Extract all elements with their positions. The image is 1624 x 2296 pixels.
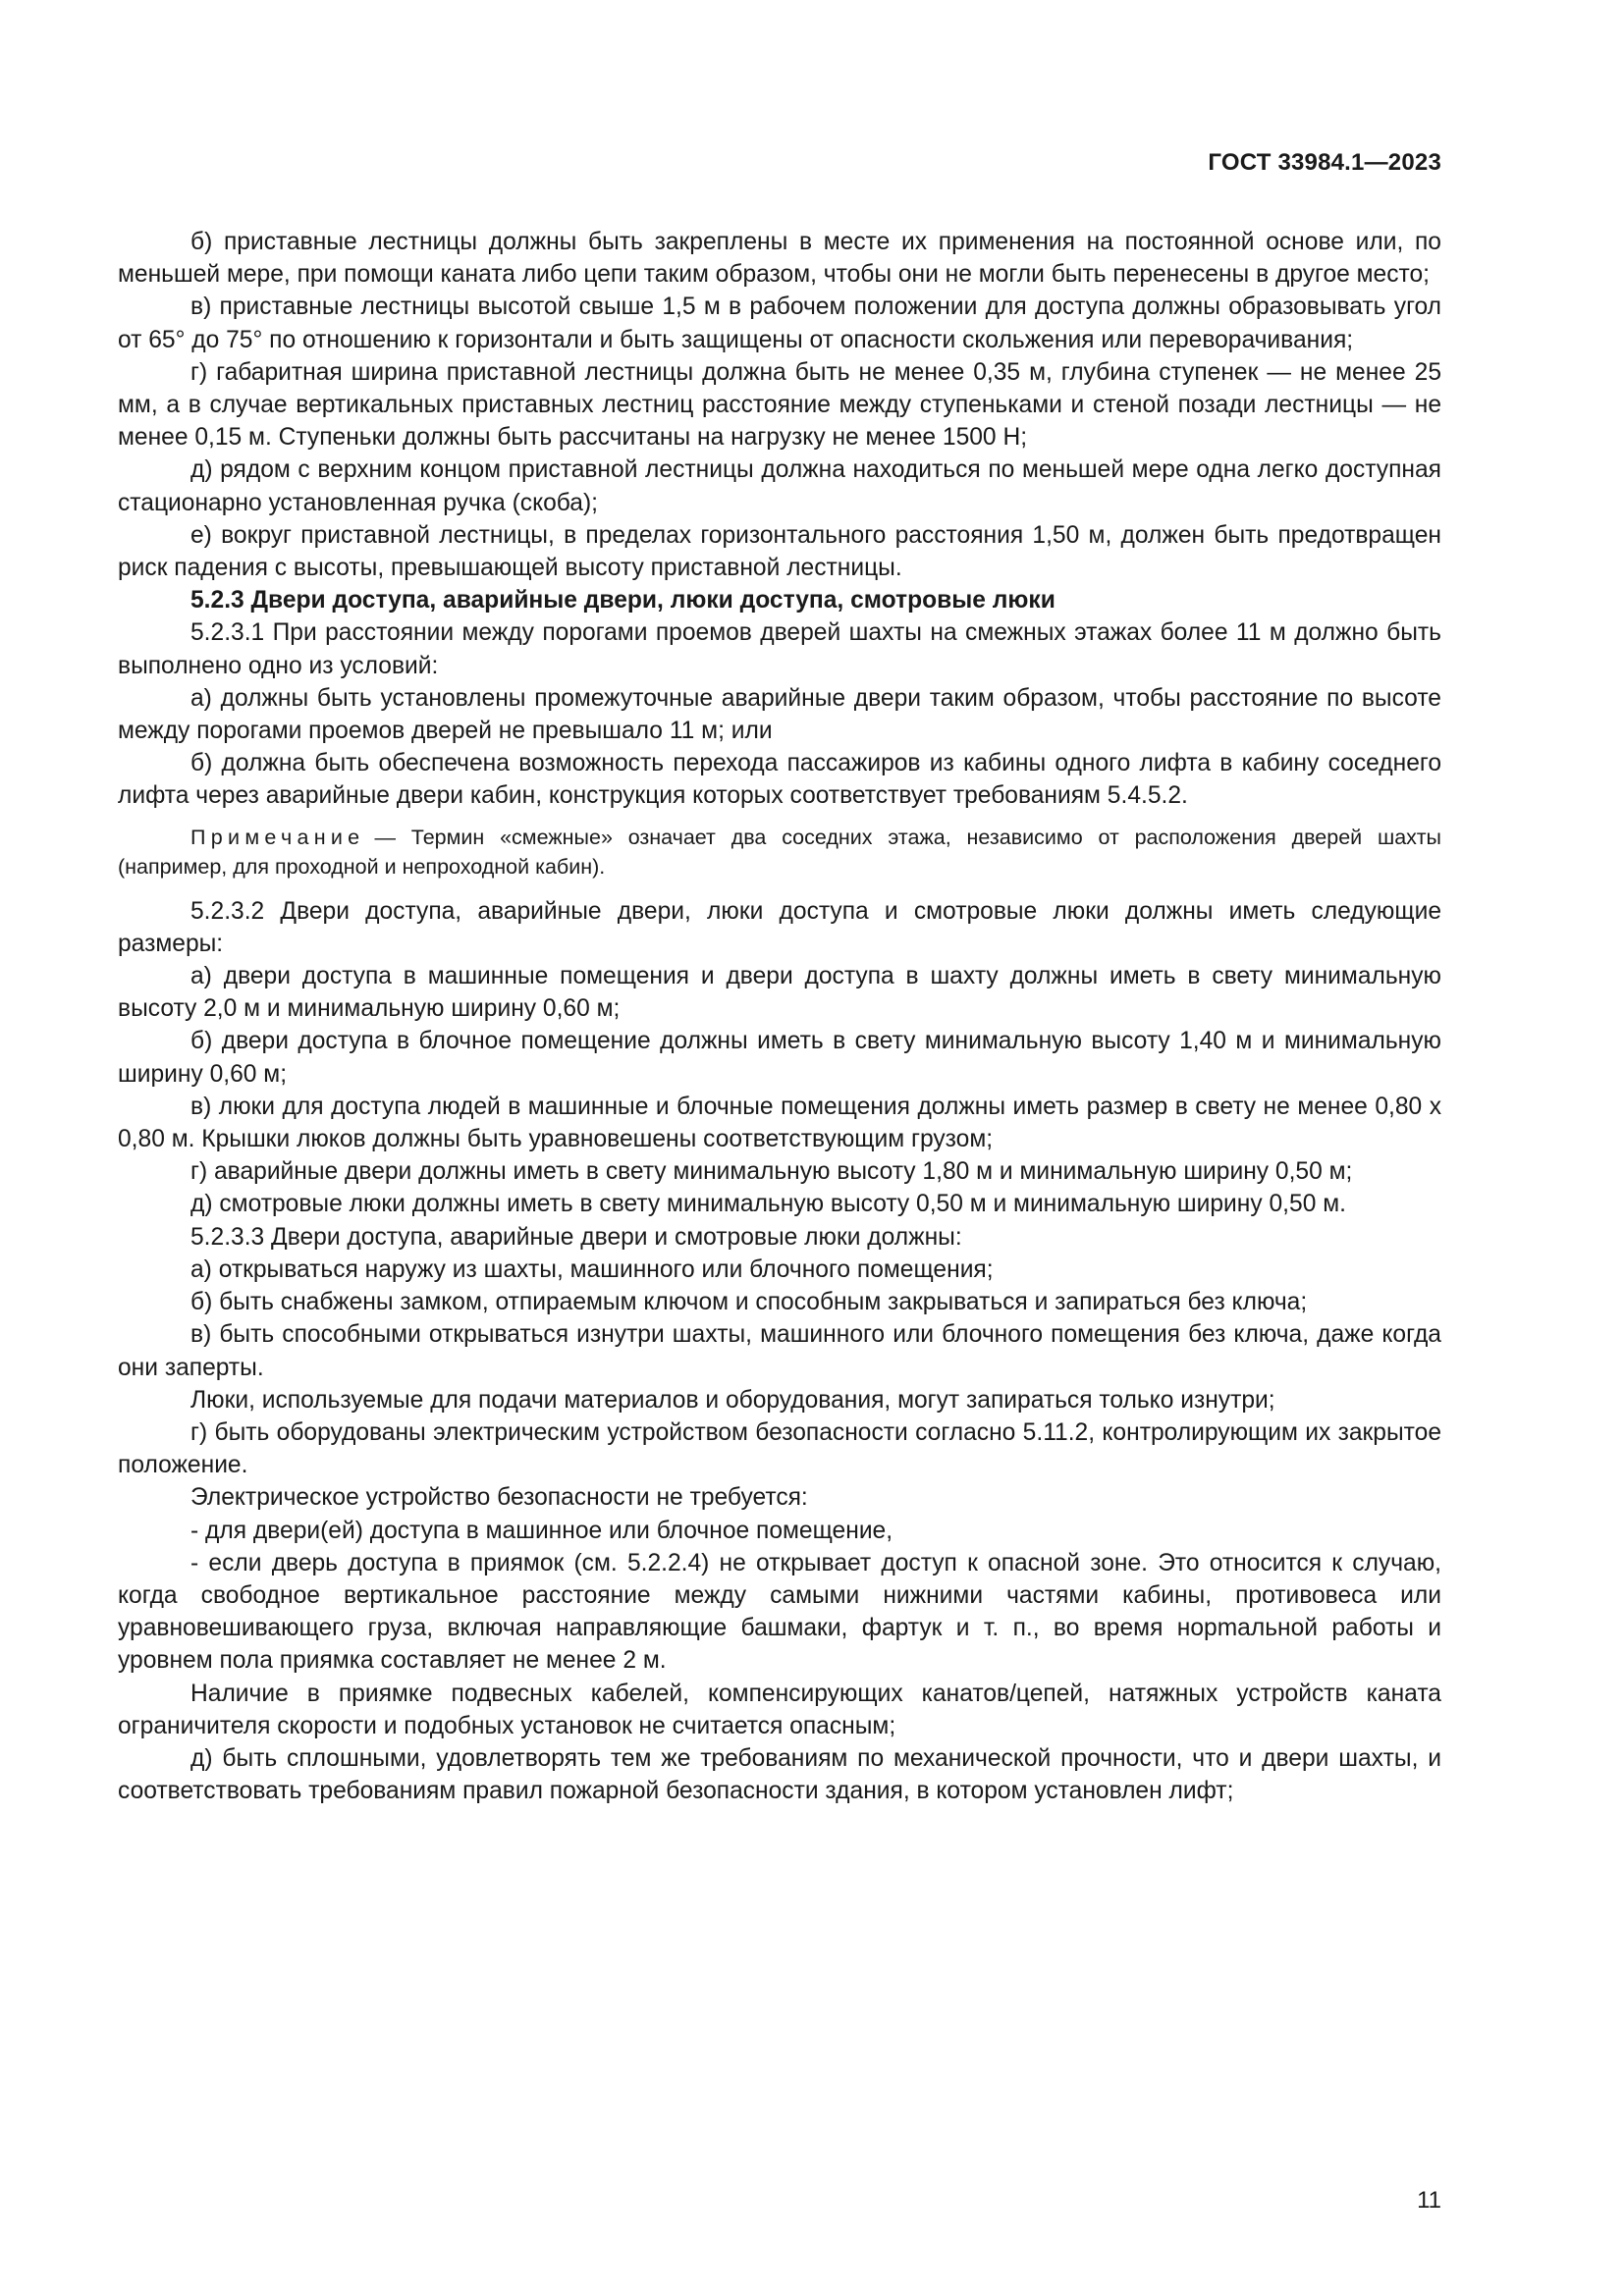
paragraph-5-2-3-2-v: в) люки для доступа людей в машинные и блочные помещения должны иметь размер в свету не менее 0,80 х 0,80 м. Крышки люков должны быть уравновешены соответствующим грузом; (118, 1093, 1441, 1153)
paragraph-5-2-3-2-b: б) двери доступа в блочное помещение должны иметь в свету минимальную высоту 1,40 м и минимальную ширину 0,60 м; (118, 1028, 1441, 1088)
list-item-pit-door: - если дверь доступа в приямок (см. 5.2.2.4) не открывает доступ к опасной зоне. Это относится к случаю, когда свободное вертикальное расстояние между самыми нижними частями кабины, противовеса или уравновешивающего груза, включая направляющие башмаки, фартук и т. п., во время норmальной работы и уровнем пола приямка составляет не менее 2 м. (118, 1549, 1441, 1675)
section-heading-5-2-3: 5.2.3 Двери доступа, аварийные двери, люки доступа, смотровые люки (190, 587, 1056, 614)
document-body (118, 226, 1441, 1807)
paragraph-5-2-3-1-a: а) должны быть установлены промежуточные аварийные двери таким образом, чтобы расстояние по высоте между порогами проемов дверей не превышало 11 м; или (118, 684, 1441, 745)
note (118, 823, 1441, 881)
paragraph-g-ladder-width: г) габаритная ширина приставной лестницы должна быть не менее 0,35 м, глубина ступенек — не менее 25 мм, а в случае вертикальных приставных лестниц расстояние между ступеньками и стеной позади лестницы — не менее 0,15 м. Ступеньки должны быть рассчитаны на нагрузку не менее 1500 Н; (118, 358, 1441, 452)
page-number: 11 (1417, 2187, 1441, 2214)
paragraph-5-2-3-3-b: б) быть снабжены замком, отпираемым ключом и способным закрываться и запираться без ключа; (190, 1289, 1308, 1316)
list-item-machine-room-door: - для двери(ей) доступа в машинное или блочное помещение, (190, 1517, 893, 1544)
paragraph-5-2-3-3: 5.2.3.3 Двери доступа, аварийные двери и смотровые люки должны: (190, 1223, 962, 1251)
note-text: — Термин «смежные» означает два соседних этажа, независимо от расположения дверей шахты (например, для проходной и непроходной кабин). (118, 825, 1441, 879)
paragraph-hatches-inside: Люки, используемые для подачи материалов и оборудования, могут запираться только изнутри; (190, 1386, 1275, 1414)
paragraph-e-fall-risk: е) вокруг приставной лестницы, в пределах горизонтального расстояния 1,50 м, должен быть предотвращен риск падения с высоты, превышающей высоту приставной лестницы. (118, 521, 1441, 582)
document-code: ГОСТ 33984.1—2023 (1208, 149, 1441, 176)
paragraph-5-2-3-3-g: г) быть оборудованы электрическим устройством безопасности согласно 5.11.2, контролирующим их закрытое положение. (118, 1418, 1441, 1479)
paragraph-b-ladders-fixed: б) приставные лестницы должны быть закреплены в месте их применения на постоянной основе или, по меньшей мере, при помощи каната либо цепи таким образом, чтобы они не могли быть перенесены в другое место; (118, 229, 1441, 289)
paragraph-5-2-3-1: 5.2.3.1 При расстоянии между порогами проемов дверей шахты на смежных этажах более 11 м должно быть выполнено одно из условий: (118, 619, 1441, 679)
paragraph-5-2-3-3-a: а) открываться наружу из шахты, машинного или блочного помещения; (190, 1255, 994, 1283)
paragraph-5-2-3-3-v: в) быть способными открываться изнутри шахты, машинного или блочного помещения без ключа, даже когда они заперты. (118, 1321, 1441, 1381)
paragraph-5-2-3-2-g: г) аварийные двери должны иметь в свету минимальную высоту 1,80 м и минимальную ширину 0,50 м; (190, 1158, 1353, 1186)
paragraph-5-2-3-2-d: д) смотровые люки должны иметь в свету минимальную высоту 0,50 м и минимальную ширину 0,50 м. (190, 1191, 1346, 1218)
note-label: Примечание (190, 825, 365, 849)
paragraph-v-ladder-angle: в) приставные лестницы высотой свыше 1,5 м в рабочем положении для доступа должны образовывать угол от 65° до 75° по отношению к горизонтали и быть защищены от опасности скольжения или переворачивания; (118, 294, 1441, 353)
paragraph-safety-device-not-required: Электрическое устройство безопасности не требуется: (190, 1484, 808, 1512)
paragraph-5-2-3-3-d: д) быть сплошными, удовлетворять тем же требованиям по механической прочности, что и двери шахты, и соответствовать требованиям правил пожарной безопасности здания, в котором установлен лифт; (118, 1744, 1441, 1805)
paragraph-d-handle: д) рядом с верхним концом приставной лестницы должна находиться по меньшей мере одна легко доступная стационарно установленная ручка (скоба); (118, 456, 1441, 516)
paragraph-5-2-3-1-b: б) должна быть обеспечена возможность перехода пассажиров из кабины одного лифта в кабину соседнего лифта через аварийные двери кабин, конструкция которых соответствует требованиям 5.4.5.2. (118, 750, 1441, 810)
paragraph-5-2-3-2: 5.2.3.2 Двери доступа, аварийные двери, люки доступа и смотровые люки должны иметь следующие размеры: (118, 897, 1441, 957)
paragraph-5-2-3-2-a: а) двери доступа в машинные помещения и двери доступа в шахту должны иметь в свету минимальную высоту 2,0 м и минимальную ширину 0,60 м; (118, 963, 1441, 1023)
paragraph-pit-cables: Наличие в приямке подвесных кабелей, компенсирующих канатов/цепей, натяжных устройств каната ограничителя скорости и подобных установок не считается опасным; (118, 1680, 1441, 1739)
